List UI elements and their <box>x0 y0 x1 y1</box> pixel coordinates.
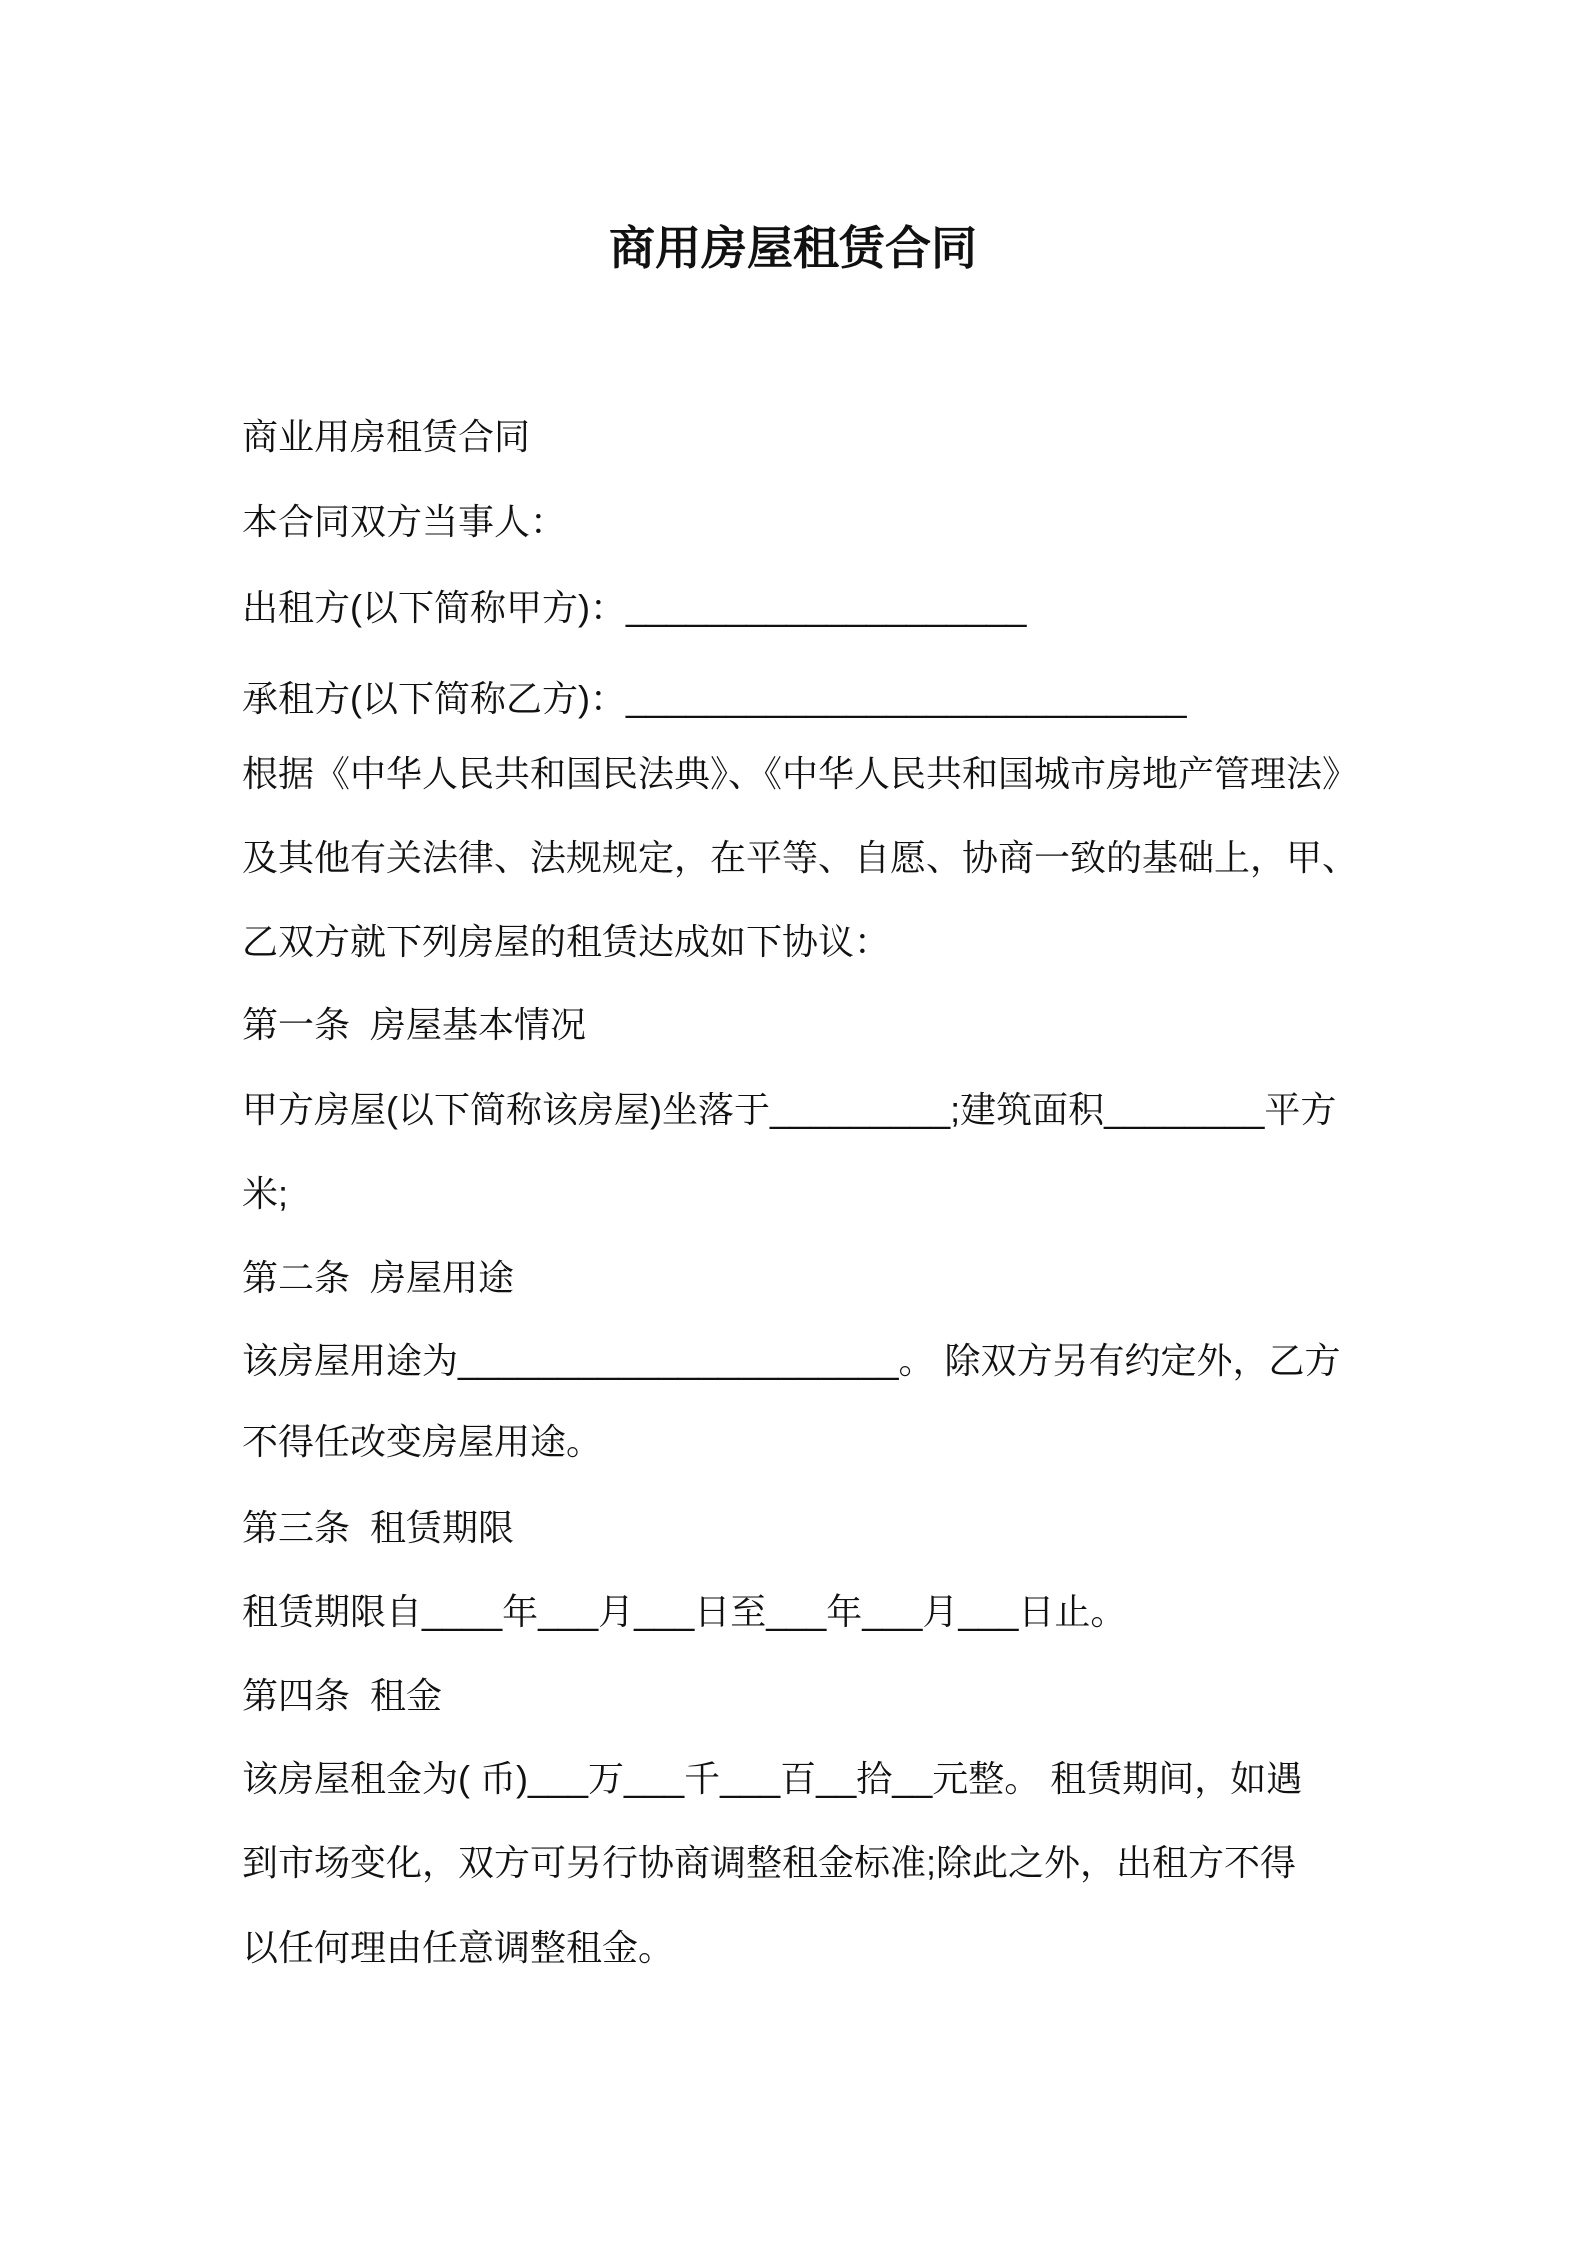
article-text-line: 甲方房屋(以下简称该房屋)坐落于_________;建筑面积________平方 <box>242 1089 1337 1130</box>
lessor-line: 出租方(以下简称甲方)：____________________ <box>242 587 1027 628</box>
article-text-line: 不得任改变房屋用途。 <box>242 1421 603 1462</box>
article-text-line: 该房屋用途为______________________。 除双方另有约定外，乙方 <box>242 1340 1341 1381</box>
document-title: 商用房屋租赁合同 <box>609 222 977 274</box>
article-text-line: 以任何理由任意调整租金。 <box>242 1927 675 1968</box>
article-text-line: 米; <box>242 1173 289 1214</box>
document-subtitle: 商业用房租赁合同 <box>242 416 531 457</box>
lessee-line: 承租方(以下简称乙方)：____________________________ <box>242 678 1187 719</box>
article-heading: 第四条 租金 <box>242 1675 443 1716</box>
basis-line: 根据《中华人民共和国民法典》、《中华人民共和国城市房地产管理法》 <box>242 753 1359 794</box>
basis-line: 及其他有关法律、法规规定，在平等、自愿、协商一致的基础上，甲、 <box>242 837 1359 878</box>
basis-line: 乙双方就下列房屋的租赁达成如下协议： <box>242 921 891 962</box>
article-heading: 第二条 房屋用途 <box>242 1257 515 1298</box>
article-text-line: 租赁期限自____年___月___日至___年___月___日止。 <box>242 1591 1127 1632</box>
article-text-line: 到市场变化，双方可另行协商调整租金标准;除此之外，出租方不得 <box>242 1842 1297 1883</box>
article-text-line: 该房屋租金为( 币)___万___千___百__拾__元整。 租赁期间，如遇 <box>242 1758 1303 1799</box>
article-heading: 第一条 房屋基本情况 <box>242 1004 587 1045</box>
article-heading: 第三条 租赁期限 <box>242 1507 515 1548</box>
parties-intro: 本合同双方当事人： <box>242 501 567 542</box>
